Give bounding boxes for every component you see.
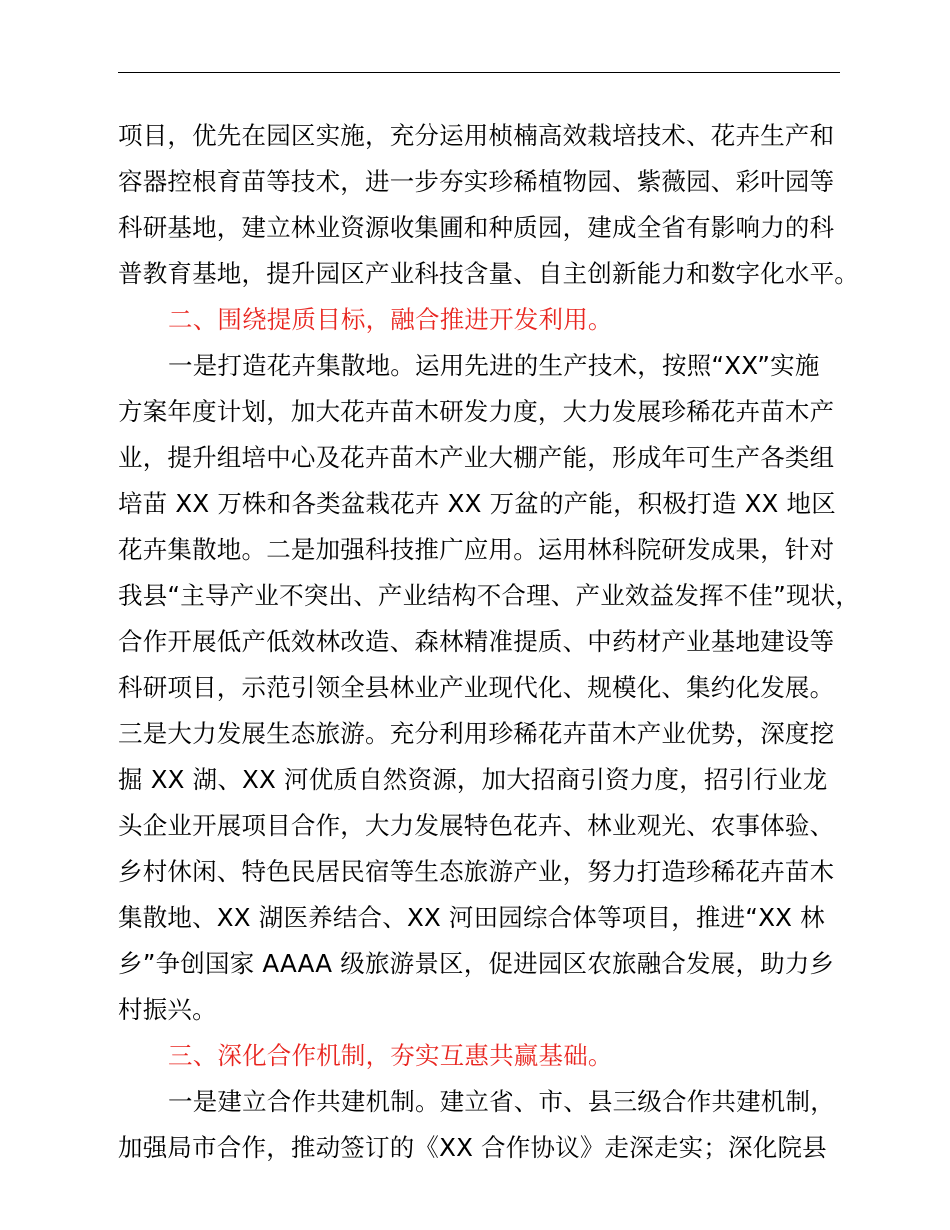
paragraph-line: 头企业开展项目合作，大力发展特色花卉、林业观光、农事体验、 bbox=[118, 811, 835, 840]
paragraph-line: 业，提升组培中心及花卉苗木产业大棚产能，形成年可生产各类组 bbox=[118, 443, 835, 472]
paragraph-line: 项目，优先在园区实施，充分运用桢楠高效栽培技术、花卉生产和 bbox=[118, 121, 835, 150]
paragraph-line: 村振兴。 bbox=[118, 995, 217, 1024]
paragraph-line: 掘 XX 湖、XX 河优质自然资源，加大招商引资力度，招引行业龙 bbox=[118, 765, 828, 794]
paragraph-line: 花卉集散地。二是加强科技推广应用。运用林科院研发成果，针对 bbox=[118, 535, 835, 564]
paragraph-line: 容器控根育苗等技术，进一步夯实珍稀植物园、紫薇园、彩叶园等 bbox=[118, 167, 835, 196]
paragraph-line: 一是建立合作共建机制。建立省、市、县三级合作共建机制， bbox=[168, 1087, 835, 1116]
paragraph-line: 培苗 XX 万株和各类盆栽花卉 XX 万盆的产能，积极打造 XX 地区 bbox=[118, 489, 836, 518]
paragraph-line: 乡”争创国家 AAAA 级旅游景区，促进园区农旅融合发展，助力乡 bbox=[118, 949, 835, 978]
paragraph-line: 乡村休闲、特色民居民宿等生态旅游产业，努力打造珍稀花卉苗木 bbox=[118, 857, 835, 886]
section-heading-2: 二、围绕提质目标，融合推进开发利用。 bbox=[168, 305, 613, 334]
paragraph-line: 科研项目，示范引领全县林业产业现代化、规模化、集约化发展。 bbox=[118, 673, 835, 702]
paragraph-line: 方案年度计划，加大花卉苗木研发力度，大力发展珍稀花卉苗木产 bbox=[118, 397, 835, 426]
paragraph-line: 集散地、XX 湖医养结合、XX 河田园综合体等项目，推进“XX 林 bbox=[118, 903, 825, 932]
paragraph-line: 一是打造花卉集散地。运用先进的生产技术，按照“XX”实施 bbox=[168, 351, 820, 380]
paragraph-line: 普教育基地，提升园区产业科技含量、自主创新能力和数字化水平。 bbox=[118, 259, 859, 288]
paragraph-line: 三是大力发展生态旅游。充分利用珍稀花卉苗木产业优势，深度挖 bbox=[118, 719, 835, 748]
paragraph-line: 科研基地，建立林业资源收集圃和种质园，建成全省有影响力的科 bbox=[118, 213, 835, 242]
section-heading-3: 三、深化合作机制，夯实互惠共赢基础。 bbox=[168, 1041, 613, 1070]
paragraph-line: 我县“主导产业不突出、产业结构不合理、产业效益发挥不佳”现状， bbox=[118, 581, 861, 610]
paragraph-line: 加强局市合作，推动签订的《XX 合作协议》走深走实；深化院县 bbox=[118, 1133, 827, 1162]
paragraph-line: 合作开展低产低效林改造、森林精准提质、中药材产业基地建设等 bbox=[118, 627, 835, 656]
header-rule bbox=[118, 72, 840, 73]
